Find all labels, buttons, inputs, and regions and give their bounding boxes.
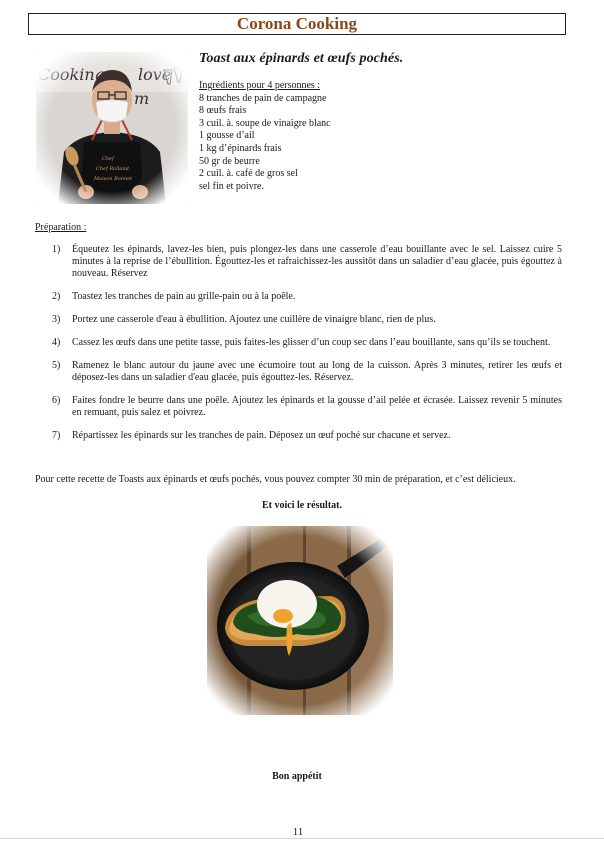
ingredient-item: 2 cuil. à. café de gros sel [199, 168, 298, 180]
step-number: 6) [52, 395, 61, 406]
result-label: Et voici le résultat. [262, 500, 342, 511]
preparation-heading: Préparation : [35, 222, 87, 233]
step-item [52, 244, 562, 280]
recipe-title: Toast aux épinards et œufs pochés. [199, 51, 404, 66]
step-item [52, 337, 562, 349]
ingredients-heading: Ingrédients pour 4 personnes : [199, 80, 321, 91]
step-item [52, 395, 562, 419]
dish-photo [207, 526, 393, 715]
step-text: Répartissez les épinards sur les tranches de pain. Déposez un œuf poché sur chacune et servez. [72, 430, 451, 441]
step-text: Toastez les tranches de pain au grille-pain ou à la poêle. [72, 291, 296, 302]
closing-text: Bon appétit [272, 771, 322, 782]
ingredient-item: 1 kg d’épinards frais [199, 142, 282, 154]
ingredients-block [199, 80, 331, 193]
ingredient-item: 1 gousse d’ail [199, 130, 255, 142]
page-number: 11 [292, 826, 304, 838]
header-title: Corona Cooking [28, 13, 566, 35]
recipe-summary: Pour cette recette de Toasts aux épinards et œufs pochés, vous pouvez compter 30 min de préparation, et c’est délicieux. [35, 474, 516, 485]
ingredient-item: 3 cuil. à. soupe de vinaigre blanc [199, 117, 331, 129]
preparation-steps [52, 244, 562, 453]
step-text: Ramenez le blanc autour du jaune avec une écumoire tout au long de la cuisson. Après 3 minutes, retirer les œufs et déposez-les dans un saladier d'eau glacée, puis égouttez-les. Réservez. [72, 360, 562, 383]
ingredient-item: 8 tranches de pain de campagne [199, 92, 327, 104]
step-number: 5) [52, 360, 61, 371]
step-number: 2) [52, 291, 61, 302]
ingredient-item: 50 gr de beurre [199, 155, 260, 167]
step-text: Faites fondre le beurre dans une poêle. Ajoutez les épinards et la gousse d’ail pelée et écrasée. Laissez revenir 5 minutes en remuant, puis salez et poivrez. [72, 395, 562, 418]
ingredient-item: sel fin et poivre. [199, 180, 264, 192]
step-item [52, 291, 562, 303]
page-bottom-rule [0, 838, 604, 839]
step-number: 3) [52, 314, 61, 325]
step-text: Cassez les œufs dans une petite tasse, puis faites-les glisser d’un coup sec dans l’eau bouillante, sans qu’ils se touchent. [72, 337, 551, 348]
ingredient-item: 8 œufs frais [199, 105, 247, 117]
step-item [52, 430, 562, 442]
step-number: 4) [52, 337, 61, 348]
step-item [52, 360, 562, 384]
step-text: Équeutez les épinards, lavez-les bien, puis plongez-les dans une casserole d’eau bouillante avec le sel. Laissez cuire 5 minutes à la reprise de l’ébullition. Égouttez-les et rafraichissez-les aussitôt dans un saladier d’eau glacée, puis égouttez à nouveau. Réservez [72, 244, 562, 279]
step-text: Portez une casserole d'eau à ébullition. Ajoutez une cuillère de vinaigre blanc, rien de plus. [72, 314, 436, 325]
step-number: 7) [52, 430, 61, 441]
step-item [52, 314, 562, 326]
chef-photo [36, 52, 188, 204]
step-number: 1) [52, 244, 61, 255]
